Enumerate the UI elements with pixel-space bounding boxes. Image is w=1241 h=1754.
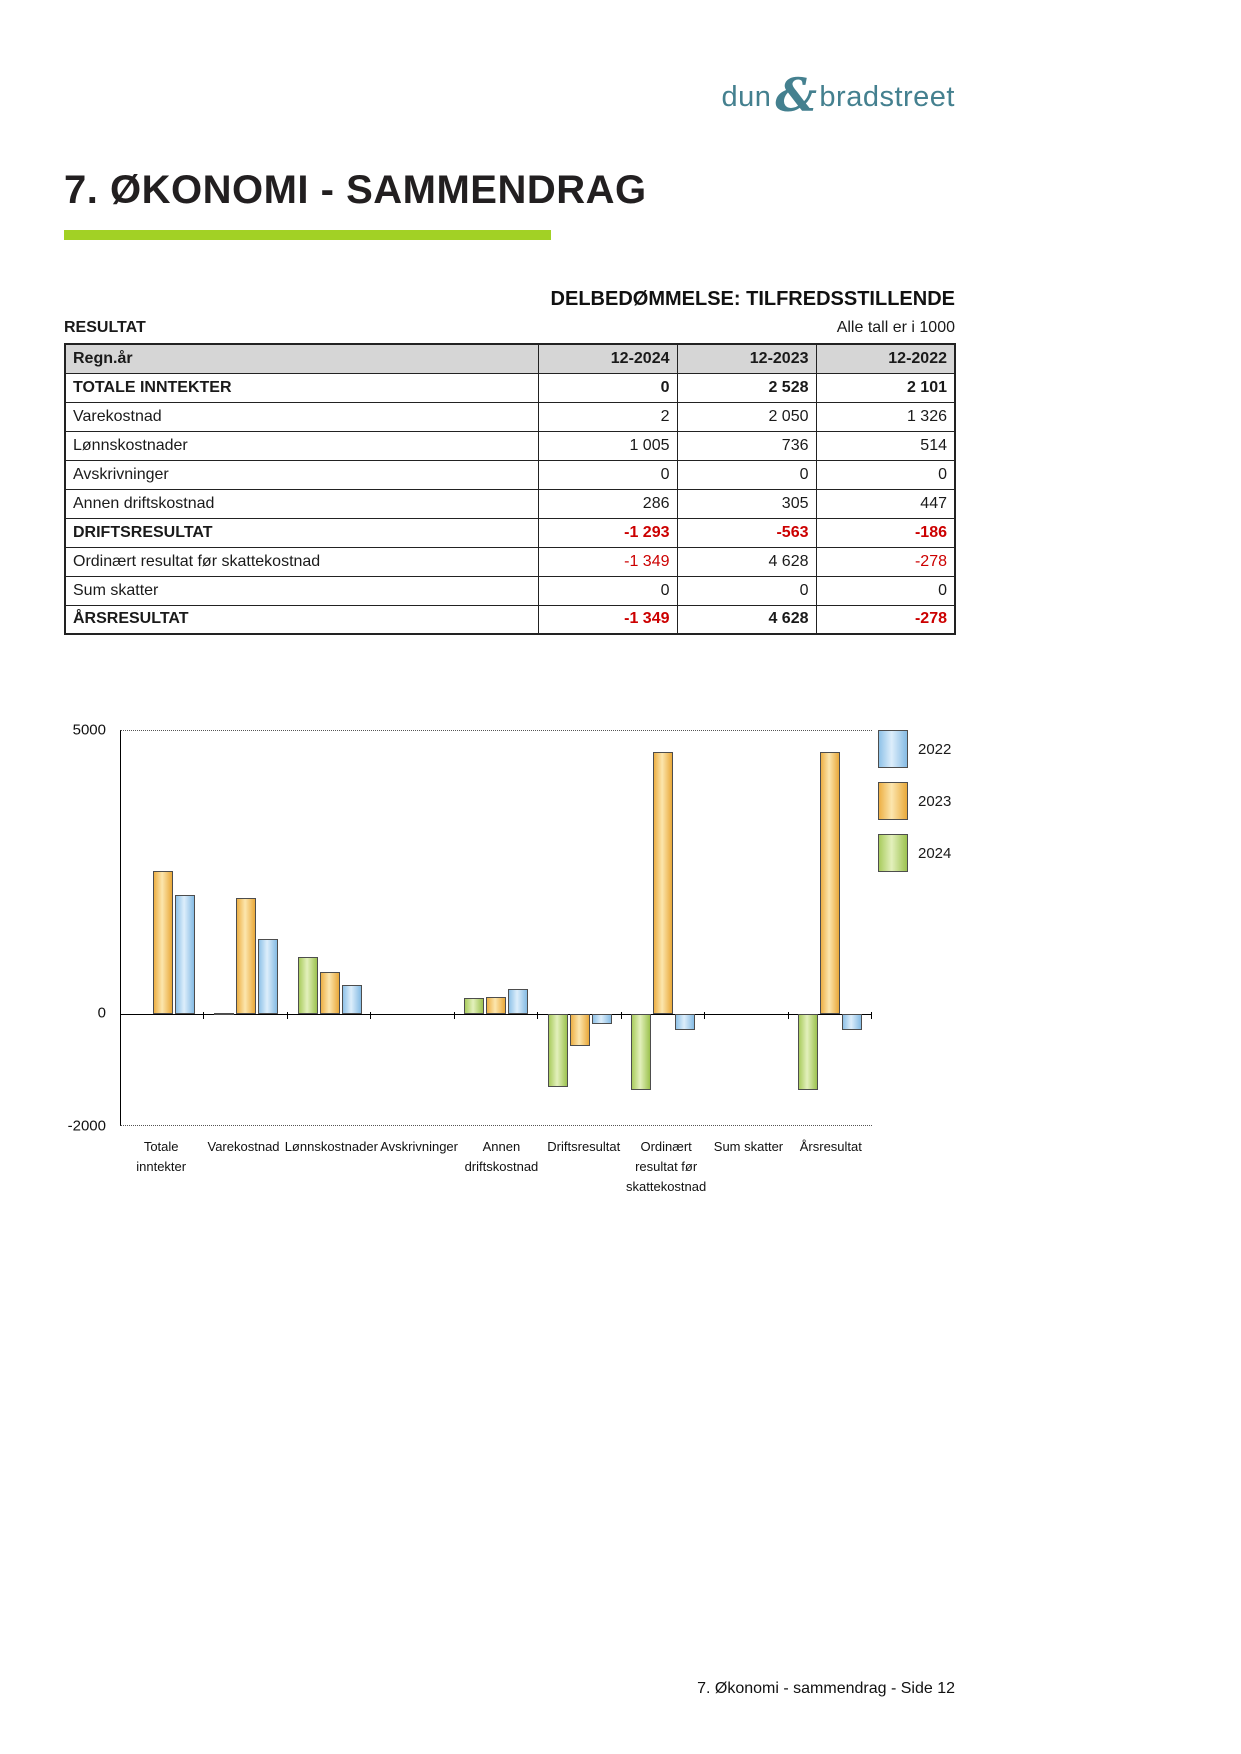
bar-2024	[298, 957, 318, 1014]
result-table-head	[65, 344, 955, 373]
bar-2022	[592, 1014, 612, 1025]
table-meta-row	[64, 319, 955, 337]
cell-value: 4 628	[677, 605, 816, 634]
bar-group	[705, 731, 788, 1125]
bar-group	[622, 731, 705, 1125]
logo-text-bradstreet: bradstreet	[819, 80, 955, 113]
bar-group	[288, 731, 371, 1125]
cell-value: 514	[816, 431, 955, 460]
section-label: RESULTAT	[64, 319, 146, 336]
y-tick-label: -2000	[67, 1117, 106, 1135]
cell-value: 1 326	[816, 402, 955, 431]
logo-ampersand-icon: &	[775, 68, 818, 122]
x-axis-label: Ordinært resultat før skattekostnad	[626, 1139, 707, 1195]
cell-value: 2	[538, 402, 677, 431]
bar-2022	[675, 1014, 695, 1030]
legend-item	[878, 834, 951, 872]
cell-value: -1 349	[538, 547, 677, 576]
x-axis-label: Sum skatter	[713, 1139, 784, 1154]
cell-value: 0	[538, 373, 677, 402]
legend-label: 2023	[918, 792, 952, 810]
legend-swatch-2022	[878, 730, 908, 768]
legend-item	[878, 782, 951, 820]
row-label: Lønnskostnader	[65, 431, 538, 460]
logo-text-dun: dun	[721, 80, 772, 113]
assessment-heading: DELBEDØMMELSE: TILFREDSSTILLENDE	[550, 288, 955, 310]
bar-2024	[798, 1014, 818, 1090]
x-axis-label: Årsresultat	[799, 1139, 862, 1154]
table-row	[65, 460, 955, 489]
column-header: 12-2022	[816, 344, 955, 373]
y-axis-labels	[64, 721, 112, 1135]
bar-2023	[236, 898, 256, 1014]
row-label: ÅRSRESULTAT	[65, 605, 538, 634]
table-row	[65, 489, 955, 518]
cell-value: 0	[677, 460, 816, 489]
column-header: Regn.år	[65, 344, 538, 373]
cell-value: 2 528	[677, 373, 816, 402]
table-row	[65, 373, 955, 402]
page-footer: 7. Økonomi - sammendrag - Side 12	[697, 1680, 955, 1697]
row-label: Annen driftskostnad	[65, 489, 538, 518]
x-axis-label: Annen driftskostnad	[464, 1139, 539, 1175]
row-label: Ordinært resultat før skattekostnad	[65, 547, 538, 576]
result-table-body	[65, 373, 955, 634]
bar-group	[789, 731, 872, 1125]
row-label: TOTALE INNTEKTER	[65, 373, 538, 402]
bar-2024	[214, 1013, 234, 1015]
row-label: Varekostnad	[65, 402, 538, 431]
cell-value: 2 101	[816, 373, 955, 402]
table-row	[65, 518, 955, 547]
legend-swatch-2024	[878, 834, 908, 872]
cell-value: 2 050	[677, 402, 816, 431]
chart-legend	[878, 730, 951, 872]
x-axis-label: Lønnskostnader	[284, 1139, 378, 1154]
cell-value: 286	[538, 489, 677, 518]
bar-2023	[486, 997, 506, 1014]
table-row	[65, 431, 955, 460]
legend-item	[878, 730, 951, 768]
cell-value: 0	[538, 460, 677, 489]
result-table	[64, 343, 956, 635]
cell-value: -278	[816, 547, 955, 576]
column-header: 12-2023	[677, 344, 816, 373]
column-header: 12-2024	[538, 344, 677, 373]
cell-value: -186	[816, 518, 955, 547]
bar-2023	[570, 1014, 590, 1046]
x-axis-label: Avskrivninger	[380, 1139, 458, 1154]
bar-2024	[548, 1014, 568, 1087]
axis-tick	[871, 1012, 872, 1019]
bar-2022	[842, 1014, 862, 1030]
row-label: Sum skatter	[65, 576, 538, 605]
legend-swatch-2023	[878, 782, 908, 820]
bar-2022	[342, 985, 362, 1014]
cell-value: 0	[816, 460, 955, 489]
row-label: DRIFTSRESULTAT	[65, 518, 538, 547]
bar-2022	[508, 989, 528, 1014]
y-tick-label: 0	[97, 1004, 106, 1022]
legend-label: 2022	[918, 740, 952, 758]
result-bar-chart	[64, 712, 964, 1212]
table-header-row	[65, 344, 955, 373]
bar-group	[538, 731, 621, 1125]
units-note: Alle tall er i 1000	[836, 319, 955, 336]
bar-2022	[258, 939, 278, 1014]
bar-2023	[820, 752, 840, 1014]
bar-2023	[653, 752, 673, 1014]
cell-value: -278	[816, 605, 955, 634]
cell-value: 305	[677, 489, 816, 518]
bar-2024	[631, 1014, 651, 1090]
cell-value: 447	[816, 489, 955, 518]
table-row	[65, 547, 955, 576]
bar-2023	[153, 871, 173, 1014]
dun-bradstreet-logo	[721, 68, 956, 122]
page-title: 7. ØKONOMI - SAMMENDRAG	[64, 168, 647, 212]
y-tick-label: 5000	[72, 721, 106, 739]
table-row	[65, 605, 955, 634]
bar-group	[455, 731, 538, 1125]
cell-value: 1 005	[538, 431, 677, 460]
x-axis-label: Totale inntekter	[136, 1139, 187, 1175]
cell-value: 0	[538, 576, 677, 605]
cell-value: -1 349	[538, 605, 677, 634]
cell-value: 0	[816, 576, 955, 605]
cell-value: 736	[677, 431, 816, 460]
cell-value: 0	[677, 576, 816, 605]
bar-2022	[175, 895, 195, 1014]
title-underline-rule	[64, 230, 551, 240]
bar-group	[371, 731, 454, 1125]
x-axis-label: Varekostnad	[207, 1139, 280, 1154]
legend-label: 2024	[918, 844, 952, 862]
cell-value: -1 293	[538, 518, 677, 547]
x-axis-labels	[120, 1132, 872, 1197]
bar-2024	[464, 998, 484, 1014]
bar-2023	[320, 972, 340, 1014]
x-axis-label: Driftsresultat	[547, 1139, 621, 1154]
chart-plot-area	[120, 730, 872, 1126]
row-label: Avskrivninger	[65, 460, 538, 489]
cell-value: -563	[677, 518, 816, 547]
table-row	[65, 576, 955, 605]
cell-value: 4 628	[677, 547, 816, 576]
table-row	[65, 402, 955, 431]
bar-group	[204, 731, 287, 1125]
bar-group	[121, 731, 204, 1125]
